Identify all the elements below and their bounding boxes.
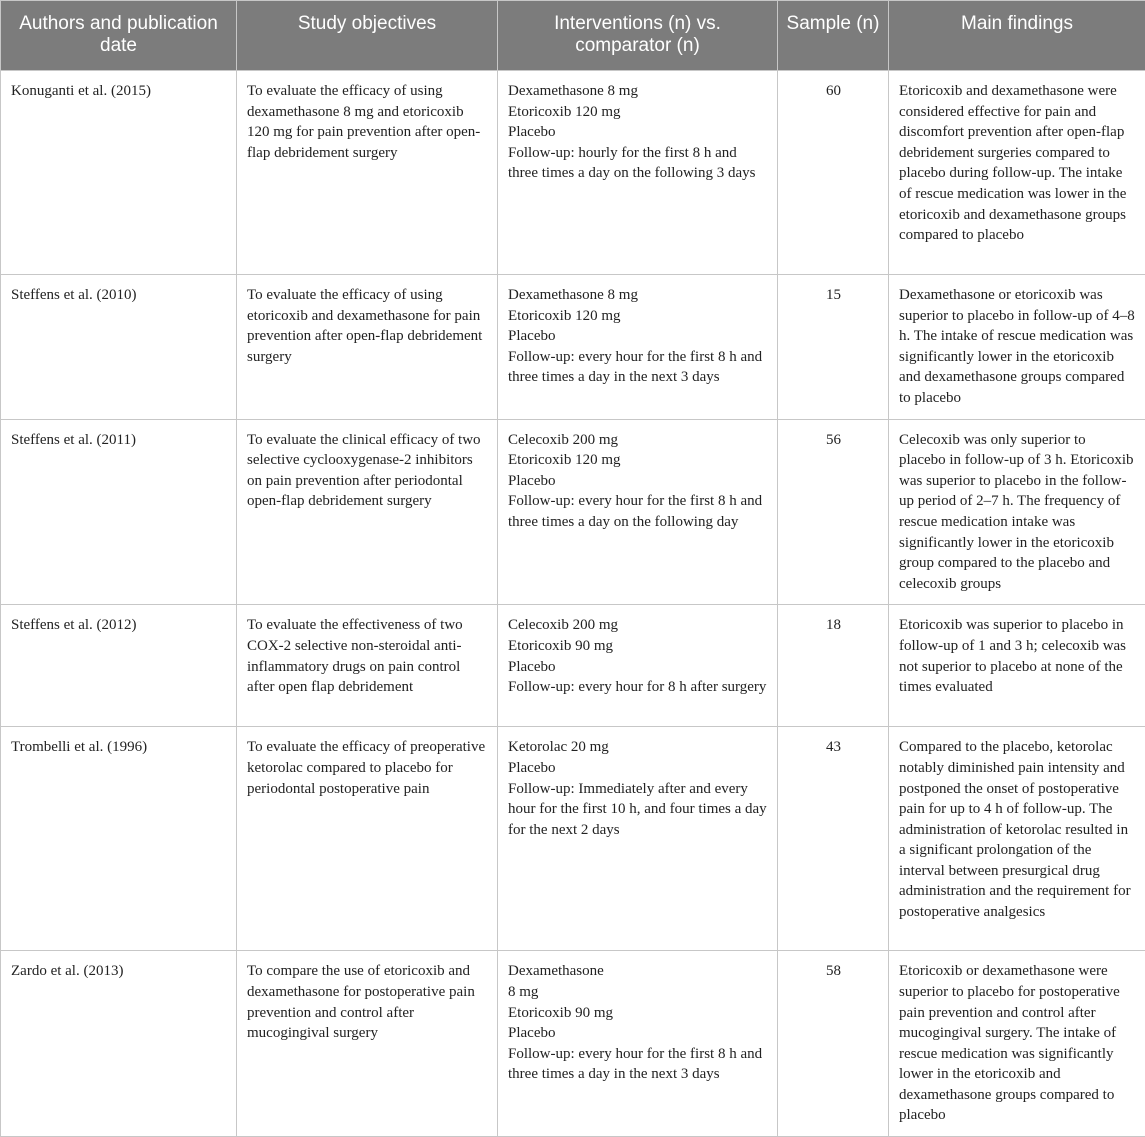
intervention-line: Etoricoxib 120 mg	[508, 450, 768, 471]
header-row	[1, 1, 1145, 71]
intervention-line: Follow-up: every hour for the first 8 h and three times a day in the next 3 days	[508, 1044, 768, 1085]
intervention-line: Placebo	[508, 1023, 768, 1044]
authors-cell: Steffens et al. (2012)	[1, 605, 237, 727]
intervention-line: Etoricoxib 120 mg	[508, 306, 768, 327]
interventions-cell	[498, 951, 778, 1137]
authors-cell: Konuganti et al. (2015)	[1, 71, 237, 275]
intervention-line: Follow-up: every hour for the first 8 h and three times a day in the next 3 days	[508, 347, 768, 388]
intervention-line: Placebo	[508, 471, 768, 492]
table-row	[1, 419, 1145, 605]
objectives-cell: To evaluate the effectiveness of two COX-2 selective non-steroidal anti-inflammatory drugs on pain control after open flap debridement	[237, 605, 498, 727]
authors-cell: Steffens et al. (2011)	[1, 419, 237, 605]
intervention-line: Placebo	[508, 326, 768, 347]
intervention-line: Follow-up: Immediately after and every hour for the first 10 h, and four times a day for the next 2 days	[508, 779, 768, 841]
intervention-line: Placebo	[508, 657, 768, 678]
intervention-line: Placebo	[508, 758, 768, 779]
intervention-line: Ketorolac 20 mg	[508, 737, 768, 758]
objectives-cell: To evaluate the efficacy of using dexamethasone 8 mg and etoricoxib 120 mg for pain prevention after open-flap debridement surgery	[237, 71, 498, 275]
intervention-line: Placebo	[508, 122, 768, 143]
intervention-line: Dexamethasone	[508, 961, 768, 982]
interventions-cell	[498, 605, 778, 727]
intervention-line: Follow-up: every hour for the first 8 h and three times a day on the following day	[508, 491, 768, 532]
interventions-cell	[498, 275, 778, 420]
header-authors: Authors and publication date	[1, 1, 237, 71]
table-row	[1, 951, 1145, 1137]
header-interventions: Interventions (n) vs. comparator (n)	[498, 1, 778, 71]
authors-cell: Trombelli et al. (1996)	[1, 727, 237, 951]
sample-cell: 43	[778, 727, 889, 951]
header-sample: Sample (n)	[778, 1, 889, 71]
intervention-line: Etoricoxib 120 mg	[508, 102, 768, 123]
intervention-line: Dexamethasone 8 mg	[508, 81, 768, 102]
objectives-cell: To evaluate the clinical efficacy of two selective cyclooxygenase-2 inhibitors on pain prevention after periodontal open-flap debridement surgery	[237, 419, 498, 605]
findings-cell: Dexamethasone or etoricoxib was superior to placebo in follow-up of 4–8 h. The intake of rescue medication was significantly lower in the etoricoxib and dexamethasone groups compared to placebo	[889, 275, 1145, 420]
interventions-cell	[498, 71, 778, 275]
header-findings: Main findings	[889, 1, 1145, 71]
header-objectives: Study objectives	[237, 1, 498, 71]
findings-cell: Etoricoxib was superior to placebo in follow-up of 1 and 3 h; celecoxib was not superior to placebo at none of the times evaluated	[889, 605, 1145, 727]
findings-cell: Etoricoxib and dexamethasone were considered effective for pain and discomfort prevention after open-flap debridement surgeries compared to placebo during follow-up. The intake of rescue medication was lower in the etoricoxib and dexamethasone groups compared to placebo	[889, 71, 1145, 275]
objectives-cell: To evaluate the efficacy of using etoricoxib and dexamethasone for pain prevention after open-flap debridement surgery	[237, 275, 498, 420]
table-row	[1, 727, 1145, 951]
sample-cell: 58	[778, 951, 889, 1137]
authors-cell: Steffens et al. (2010)	[1, 275, 237, 420]
objectives-cell: To compare the use of etoricoxib and dexamethasone for postoperative pain prevention and control after mucogingival surgery	[237, 951, 498, 1137]
intervention-line: Etoricoxib 90 mg	[508, 636, 768, 657]
table-row	[1, 71, 1145, 275]
intervention-line: Celecoxib 200 mg	[508, 615, 768, 636]
intervention-line: Etoricoxib 90 mg	[508, 1003, 768, 1024]
interventions-cell	[498, 419, 778, 605]
sample-cell: 60	[778, 71, 889, 275]
interventions-cell	[498, 727, 778, 951]
sample-cell: 56	[778, 419, 889, 605]
intervention-line: Follow-up: hourly for the first 8 h and three times a day on the following 3 days	[508, 143, 768, 184]
objectives-cell: To evaluate the efficacy of preoperative ketorolac compared to placebo for periodontal postoperative pain	[237, 727, 498, 951]
intervention-line: Follow-up: every hour for 8 h after surgery	[508, 677, 768, 698]
findings-cell: Celecoxib was only superior to placebo in follow-up of 3 h. Etoricoxib was superior to placebo in the follow-up period of 2–7 h. The frequency of rescue medication intake was significantly lower in the etoricoxib group compared to the placebo and celecoxib groups	[889, 419, 1145, 605]
table-row	[1, 275, 1145, 420]
sample-cell: 18	[778, 605, 889, 727]
intervention-line: Celecoxib 200 mg	[508, 430, 768, 451]
sample-cell: 15	[778, 275, 889, 420]
table-row	[1, 605, 1145, 727]
authors-cell: Zardo et al. (2013)	[1, 951, 237, 1137]
intervention-line: Dexamethasone 8 mg	[508, 285, 768, 306]
intervention-line: 8 mg	[508, 982, 768, 1003]
findings-cell: Etoricoxib or dexamethasone were superior to placebo for postoperative pain prevention and control after mucogingival surgery. The intake of rescue medication was significantly lower in the etoricoxib and dexamethasone groups compared to placebo	[889, 951, 1145, 1137]
findings-cell: Compared to the placebo, ketorolac notably diminished pain intensity and postponed the onset of postoperative pain for up to 4 h of follow-up. The administration of ketorolac resulted in a significant prolongation of the interval between presurgical drug administration and the requirement for postoperative analgesics	[889, 727, 1145, 951]
